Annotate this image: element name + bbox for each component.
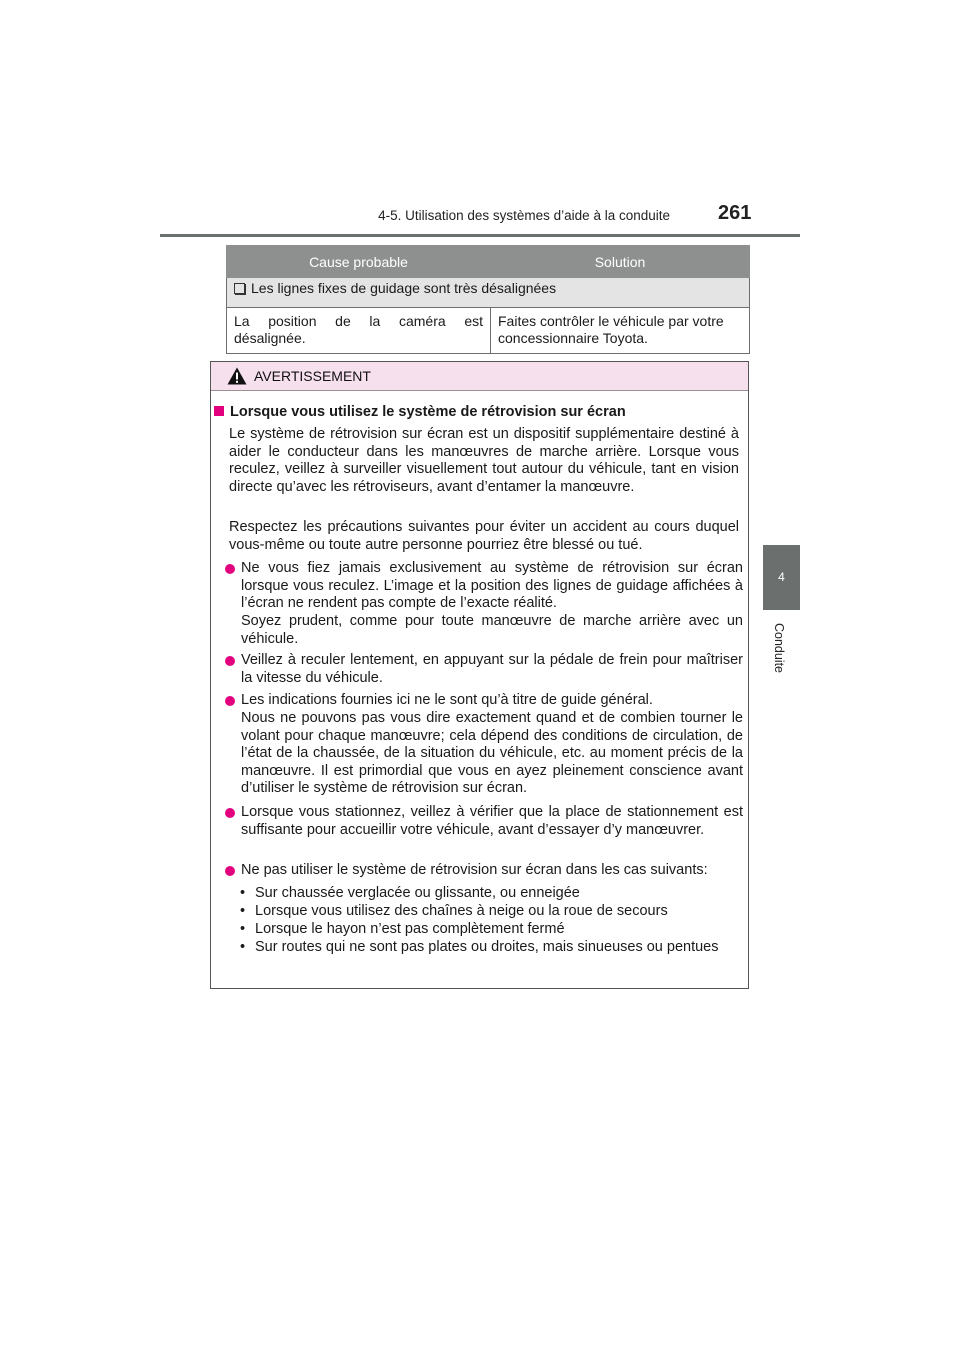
sub-bullet: • <box>240 903 246 919</box>
cause-cell: La position de la caméra est désalignée. <box>227 308 491 354</box>
bullet-dot-icon <box>225 564 235 574</box>
bullet-dot-icon <box>225 696 235 706</box>
bullet-text: Les indications fournies ici ne le sont qu’à titre de guide général. <box>241 692 653 708</box>
sub-list-item <box>240 921 741 939</box>
warning-section-title <box>214 404 626 422</box>
running-header: 4-5. Utilisation des systèmes d’aide à la conduite <box>378 208 670 223</box>
warning-title: AVERTISSEMENT <box>254 368 371 384</box>
sub-bullet: • <box>240 885 246 901</box>
chapter-tab <box>763 545 800 610</box>
bullet-dot-icon <box>225 656 235 666</box>
column-header-cause: Cause probable <box>227 246 491 278</box>
bullet-text: Ne pas utiliser le système de rétrovision sur écran dans les cas suivants: <box>241 862 708 878</box>
solution-cell: Faites contrôler le véhicule par votre concessionnaire Toyota. <box>491 308 750 354</box>
sub-item-text: Lorsque vous utilisez des chaînes à neige ou la roue de secours <box>255 903 668 919</box>
bullet-dot-icon <box>225 808 235 818</box>
column-header-solution: Solution <box>491 246 750 278</box>
bullet-text: Ne vous fiez jamais exclusivement au système de rétrovision sur écran lorsque vous reculez. L’image et la position des lignes de guidage affichées à l’écran ne rendent pas compte de l’exacte réalité. <box>241 560 743 612</box>
warning-bullet-continuation: Soyez prudent, comme pour toute manœuvre de marche arrière avec un véhicule. <box>241 613 743 647</box>
troubleshooting-table <box>226 245 750 354</box>
sub-item-text: Lorsque le hayon n’est pas complètement fermé <box>255 921 565 937</box>
warning-bullet <box>241 652 743 687</box>
warning-bullet <box>241 692 743 710</box>
square-bullet-icon <box>214 406 224 416</box>
sub-list-item <box>240 885 741 903</box>
warning-box <box>210 361 749 989</box>
table-header-row <box>227 246 750 278</box>
sub-bullet: • <box>240 939 246 955</box>
chapter-number: 4 <box>778 570 785 584</box>
bullet-text: Lorsque vous stationnez, veillez à vérifier que la place de stationnement est suffisante pour accueillir votre véhicule, avant d’essayer d’y manœuvrer. <box>241 804 743 838</box>
chapter-label-text: Conduite <box>772 622 786 674</box>
table-row <box>227 308 750 354</box>
page-number: 261 <box>718 202 752 224</box>
bullet-text: Veillez à reculer lentement, en appuyant sur la pédale de frein pour maîtriser la vitesse du véhicule. <box>241 652 743 686</box>
warning-header <box>211 362 748 391</box>
table-category-row <box>227 278 750 308</box>
header-rule <box>160 234 800 237</box>
section-title-text: Lorsque vous utilisez le système de rétrovision sur écran <box>230 404 626 420</box>
warning-bullet <box>241 804 743 839</box>
warning-triangle-icon <box>227 367 247 385</box>
sub-list-item <box>240 903 741 921</box>
checkbox-icon <box>234 283 245 294</box>
chapter-label <box>770 618 788 678</box>
warning-bullet <box>241 862 743 880</box>
sub-item-text: Sur chaussée verglacée ou glissante, ou enneigée <box>255 885 580 901</box>
warning-bullet-continuation: Nous ne pouvons pas vous dire exactement quand et de combien tourner le volant pour chaque manœuvre; cela dépend des conditions de circulation, de l’état de la chaussée, de la situation du véhicule, etc. au moment précis de la manœuvre. Il est primordial que vous en ayez pleinement conscience avant d’utiliser le système de rétrovision sur écran. <box>241 710 743 797</box>
category-cell <box>227 278 750 308</box>
sub-item-text: Sur routes qui ne sont pas plates ou droites, mais sinueuses ou pentues <box>255 939 719 955</box>
category-text: Les lignes fixes de guidage sont très désalignées <box>251 280 557 296</box>
bullet-dot-icon <box>225 866 235 876</box>
warning-bullet <box>241 560 743 613</box>
warning-paragraph: Le système de rétrovision sur écran est un dispositif supplémentaire destiné à aider le conducteur dans les manœuvres de marche arrière. Lorsque vous reculez, veillez à surveiller visuellement tout autour du véhicule, tant en vision directe qu’avec les rétroviseurs, avant d’entamer la manœuvre. <box>229 426 739 495</box>
warning-paragraph: Respectez les précautions suivantes pour éviter un accident au cours duquel vous-même ou toute autre personne pourriez être blessé ou tué. <box>229 519 739 553</box>
sub-bullet: • <box>240 921 246 937</box>
sub-list-item <box>240 939 741 957</box>
